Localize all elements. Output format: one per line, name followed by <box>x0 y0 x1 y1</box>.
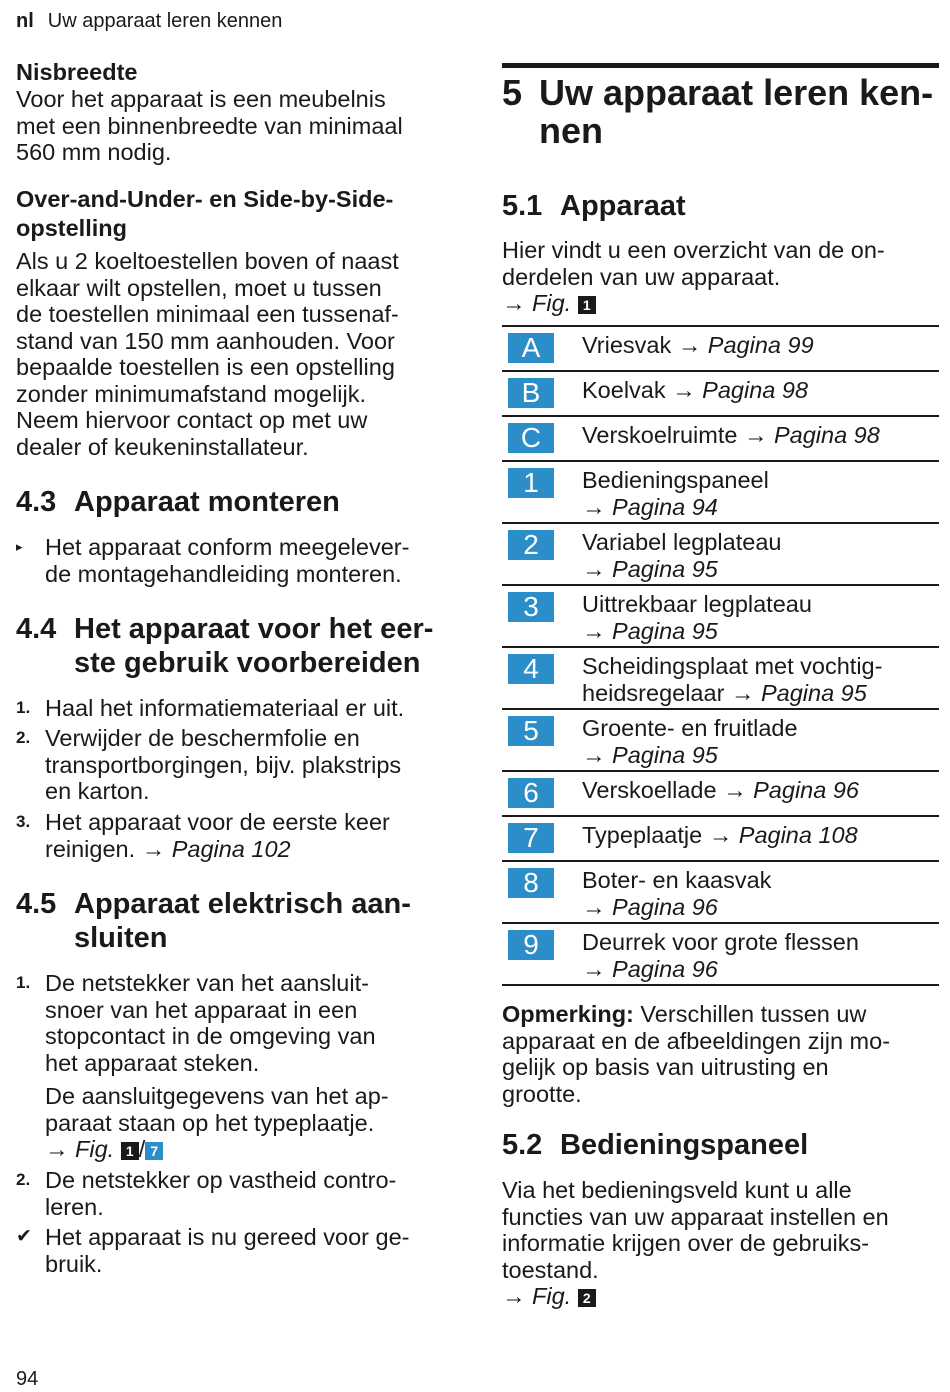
figure-number-badge: 1 <box>121 1142 139 1160</box>
list-item: ▸ Het apparaat conform meegelever- de montagehandleiding monteren. <box>16 534 410 587</box>
table-row: 9 Deurrek voor grote flessen → Pagina 96 <box>502 924 939 986</box>
section-5-1-text: Hier vindt u een overzicht van de on- derdelen van uw apparaat. → Fig. 1 <box>502 237 885 316</box>
nisbreedte-block <box>16 58 456 166</box>
bullet-triangle-icon: ▸ <box>16 539 23 554</box>
list-item-note: De aansluitgegevens van het ap- paraat staan op het typeplaatje. → Fig. 1 / 7 <box>45 1083 389 1162</box>
header-title: Uw apparaat leren kennen <box>47 10 283 32</box>
opstelling-text: Als u 2 koeltoestellen boven of naast elkaar wilt opstellen, moet u tussen de toestellen minimaal een tussenaf- stand van 150 mm aanhouden. Voor bepaalde toestellen is een opstelling zonder minimumafstand mogelijk. Neem hiervoor contact op met uw dealer of keukeninstallateur. <box>16 248 399 460</box>
chapter-5-heading: 5 Uw apparaat leren ken- nen <box>502 72 934 151</box>
part-number-badge: 6 <box>508 778 554 808</box>
note-paragraph: Opmerking: Verschillen tussen uw apparaat en de afbeeldingen zijn mo- gelijk op basis van uitrusting en grootte. <box>502 1001 891 1107</box>
table-row: 4 Scheidingsplaat met vochtig- heidsregelaar → Pagina 95 <box>502 648 939 710</box>
section-4-5-heading: 4.5 Apparaat elektrisch aan- sluiten <box>16 888 411 954</box>
note-label: Opmerking: <box>502 1001 634 1027</box>
table-row: 8 Boter- en kaasvak → Pagina 96 <box>502 862 939 924</box>
nisbreedte-text: Voor het apparaat is een meubelnis met een binnenbreedte van minimaal 560 mm nodig. <box>16 86 403 165</box>
section-4-3-heading: 4.3 Apparaat monteren <box>16 486 340 518</box>
table-row: 5 Groente- en fruitlade → Pagina 95 <box>502 710 939 772</box>
table-row: A Vriesvak → Pagina 99 <box>502 327 939 372</box>
language-code: nl <box>16 10 34 32</box>
part-number-badge: 4 <box>508 654 554 684</box>
table-row: 7 Typeplaatje → Pagina 108 <box>502 817 939 862</box>
part-number-badge: 8 <box>508 868 554 898</box>
part-number-badge: 7 <box>145 1142 163 1160</box>
section-4-4-heading: 4.4 Het apparaat voor het eer- ste gebruik voorbereiden <box>16 613 434 679</box>
table-row: C Verskoelruimte → Pagina 98 <box>502 417 939 462</box>
part-number-badge: 7 <box>508 823 554 853</box>
part-letter-badge: C <box>508 423 554 453</box>
list-item-result: ✔ Het apparaat is nu gereed voor ge- bruik. <box>16 1224 410 1277</box>
list-item: 3. Het apparaat voor de eerste keer reinigen. → Pagina 102 <box>16 809 390 862</box>
table-row: 2 Variabel legplateau → Pagina 95 <box>502 524 939 586</box>
section-5-2-heading: 5.2 Bedieningspaneel <box>502 1129 809 1161</box>
part-number-badge: 3 <box>508 592 554 622</box>
figure-number-badge: 1 <box>578 296 596 314</box>
parts-table <box>502 325 939 986</box>
opstelling-block <box>16 185 456 460</box>
page-number: 94 <box>16 1368 39 1390</box>
part-number-badge: 5 <box>508 716 554 746</box>
right-column <box>502 0 939 1392</box>
chapter-rule <box>502 63 939 68</box>
table-row: 3 Uittrekbaar legplateau → Pagina 95 <box>502 586 939 648</box>
list-item: 2. De netstekker op vastheid contro- leren. <box>16 1167 397 1220</box>
table-row: 1 Bedieningspaneel → Pagina 94 <box>502 462 939 524</box>
part-letter-badge: A <box>508 333 554 363</box>
part-number-badge: 9 <box>508 930 554 960</box>
section-5-1-heading: 5.1 Apparaat <box>502 190 686 222</box>
part-number-badge: 1 <box>508 468 554 498</box>
checkmark-icon: ✔ <box>16 1226 32 1247</box>
figure-reference: → Fig. 1 <box>502 290 596 316</box>
figure-reference: → Fig. 1 / 7 <box>45 1136 163 1162</box>
figure-reference: → Fig. 2 <box>502 1283 596 1309</box>
part-letter-badge: B <box>508 378 554 408</box>
table-row: B Koelvak → Pagina 98 <box>502 372 939 417</box>
table-row: 6 Verskoellade → Pagina 96 <box>502 772 939 817</box>
list-item: 2. Verwijder de beschermfolie en transportborgingen, bijv. plakstrips en karton. <box>16 725 402 804</box>
part-number-badge: 2 <box>508 530 554 560</box>
list-item: 1. Haal het informatiemateriaal er uit. <box>16 695 405 721</box>
running-header <box>16 8 282 34</box>
figure-number-badge: 2 <box>578 1289 596 1307</box>
list-item: 1. De netstekker van het aansluit- snoer van het apparaat in een stopcontact in de omgeving van het apparaat steken. <box>16 970 376 1076</box>
section-5-2-text: Via het bedieningsveld kunt u alle functies van uw apparaat instellen en informatie krijgen over de gebruiks- toestand. → Fig. 2 <box>502 1177 889 1309</box>
page-reference: Pagina 102 <box>171 835 291 862</box>
opstelling-heading: Over-and-Under- en Side-by-Side- opstelling <box>16 186 394 241</box>
nisbreedte-heading: Nisbreedte <box>16 59 138 85</box>
